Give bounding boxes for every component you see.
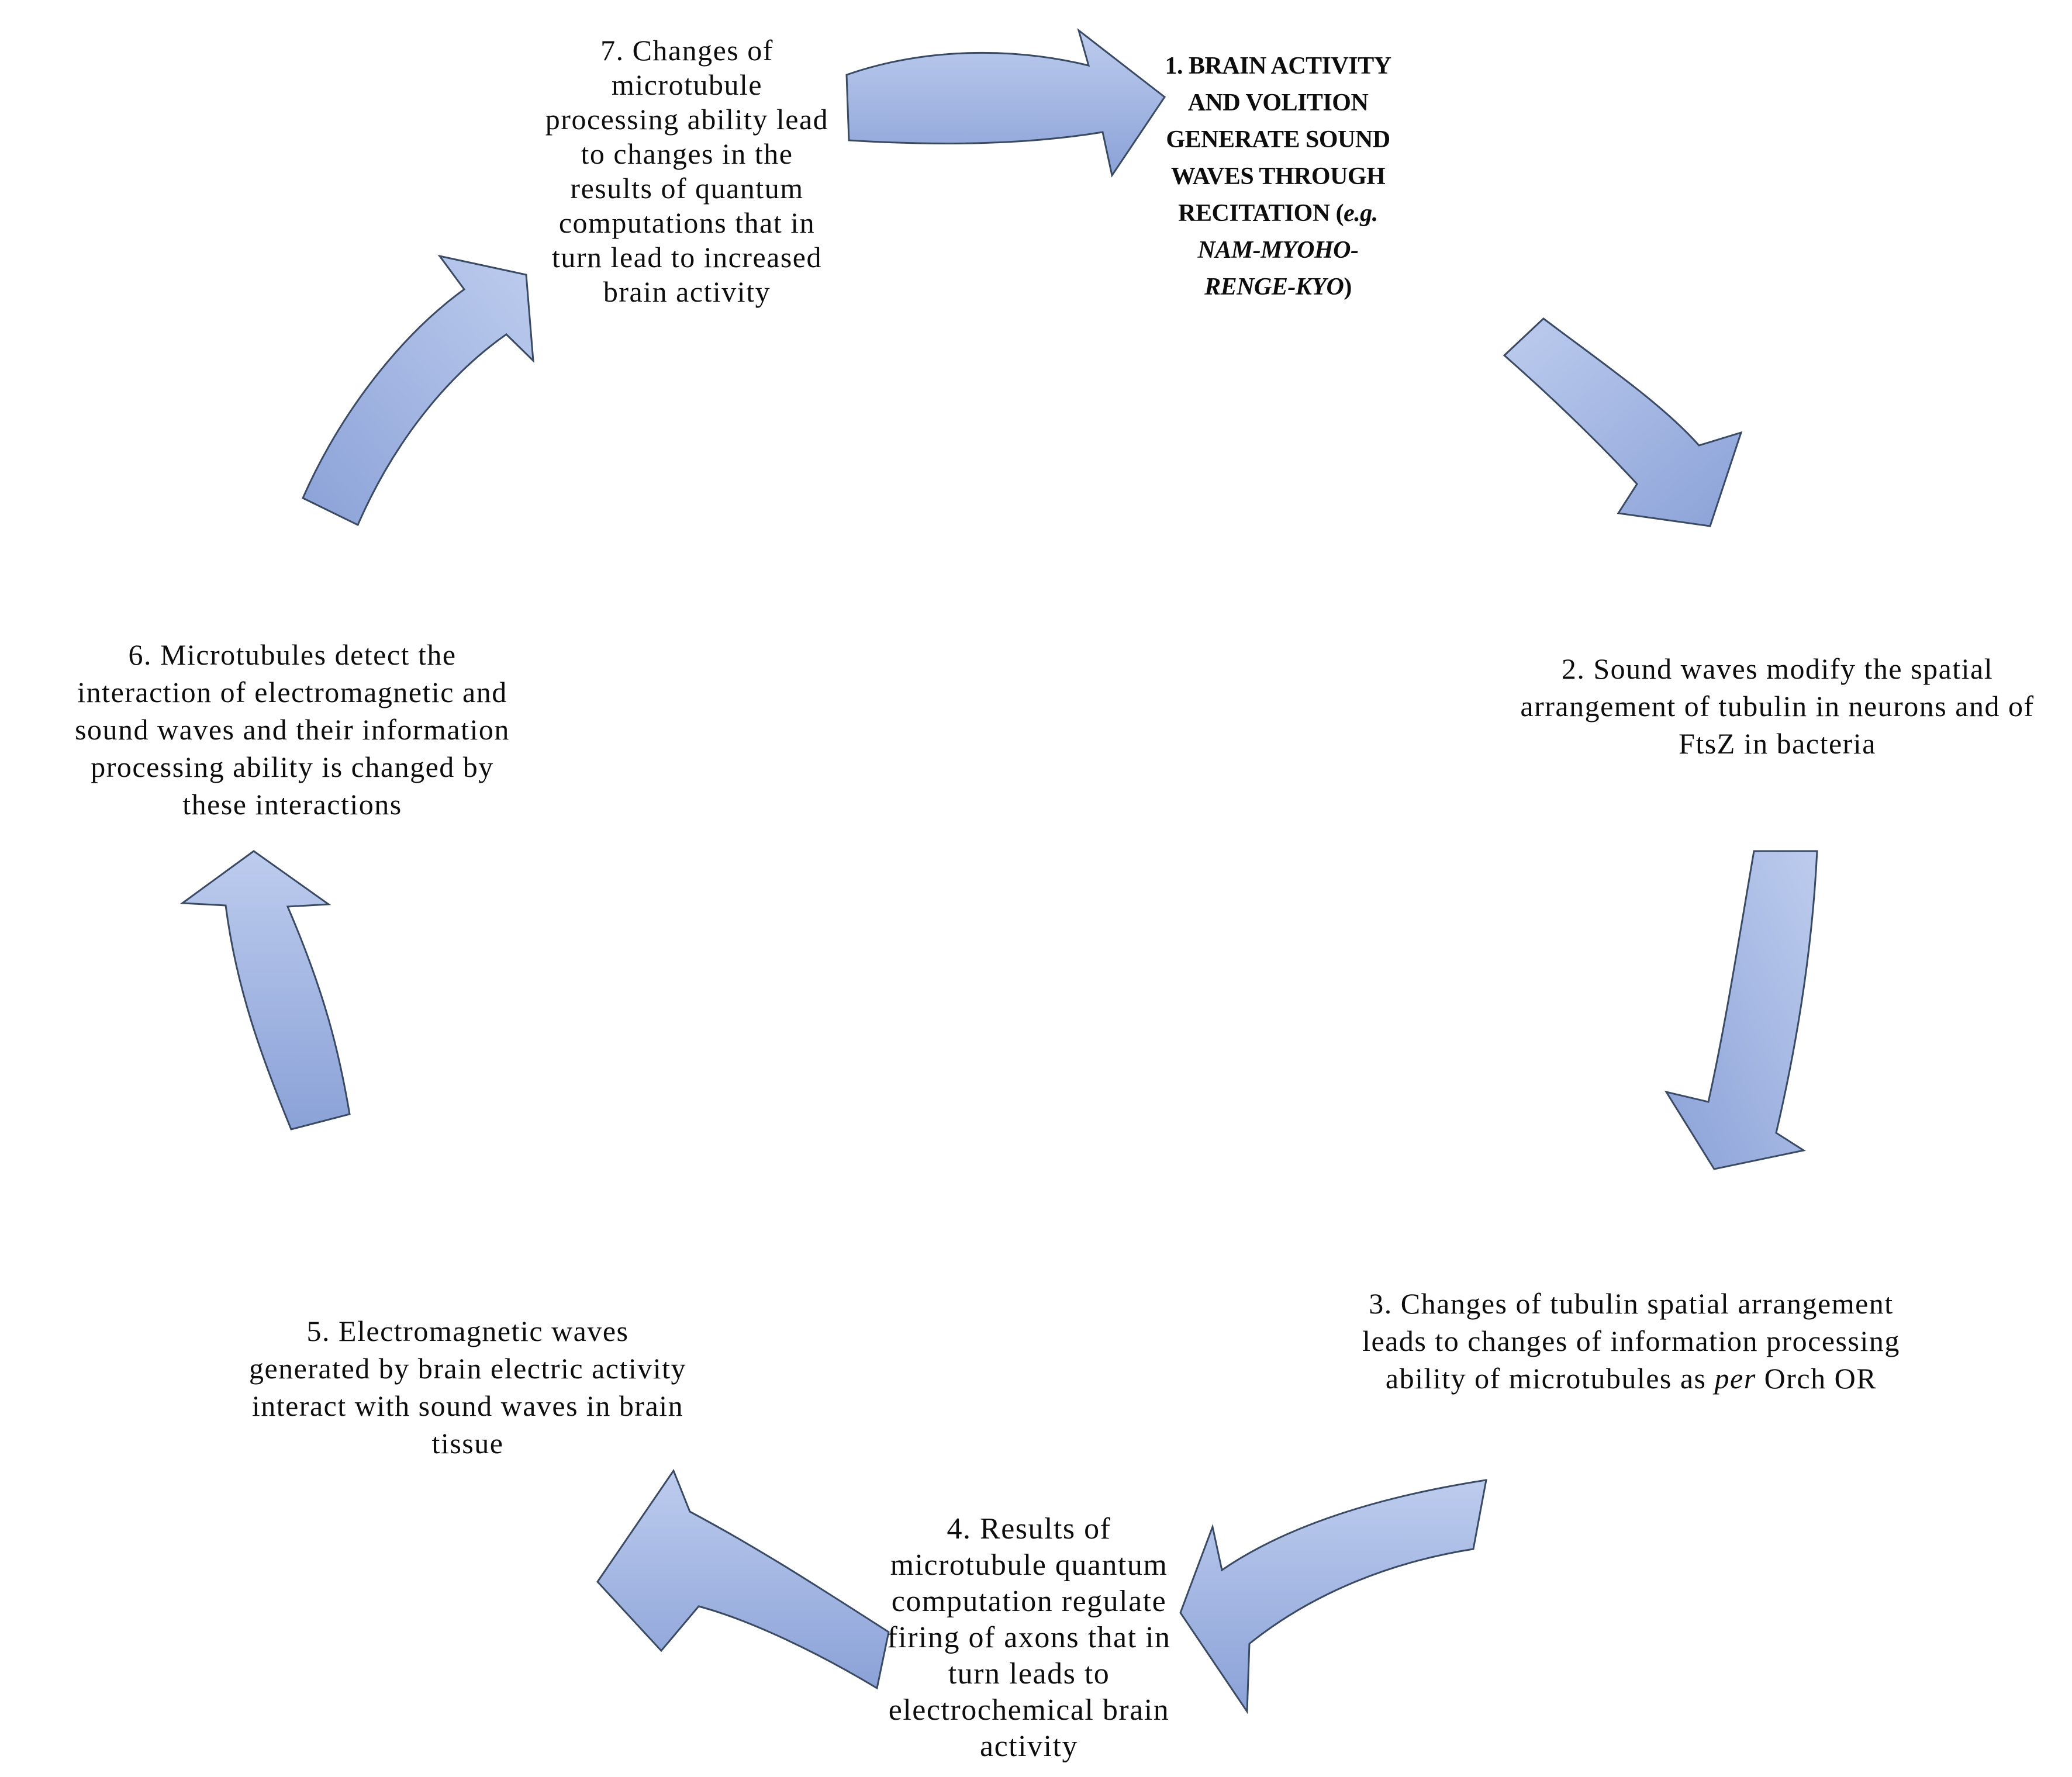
arrow-3-to-4: [1180, 1480, 1486, 1712]
arrow-6-to-7: [303, 256, 533, 525]
step-6-text: 6. Microtubules detect the interaction of electromagnetic and sound waves and their information processing ability is changed by these interactions: [75, 638, 510, 821]
step-5-text: 5. Electromagnetic waves generated by brain electric activity interact with sound waves in brain tissue: [248, 1315, 687, 1460]
step-1-text: 1. BRAIN ACTIVITY AND VOLITION GENERATE SOUND WAVES THROUGH RECITATION (e.g. NAM-MYOHO- RENGE-KYO): [1165, 53, 1391, 300]
step-3-text: 3. Changes of tubulin spatial arrangement leads to changes of information processing ability of microtubules as per Orch OR: [1362, 1287, 1900, 1395]
step-2-text: 2. Sound waves modify the spatial arrangement of tubulin in neurons and of FtsZ in bacteria: [1520, 652, 2035, 760]
step-7-text: 7. Changes of microtubule processing ability lead to changes in the results of quantum computations that in turn lead to increased brain activity: [545, 34, 829, 308]
arrow-5-to-6: [182, 851, 350, 1129]
arrow-4-to-5: [598, 1471, 889, 1688]
arrow-1-to-2: [1504, 319, 1741, 526]
arrow-2-to-3: [1666, 851, 1817, 1169]
arrow-7-to-1: [847, 30, 1165, 175]
step-4-text: 4. Results of microtubule quantum computation regulate firing of axons that in turn leads to electrochemical brain activity: [887, 1512, 1171, 1763]
